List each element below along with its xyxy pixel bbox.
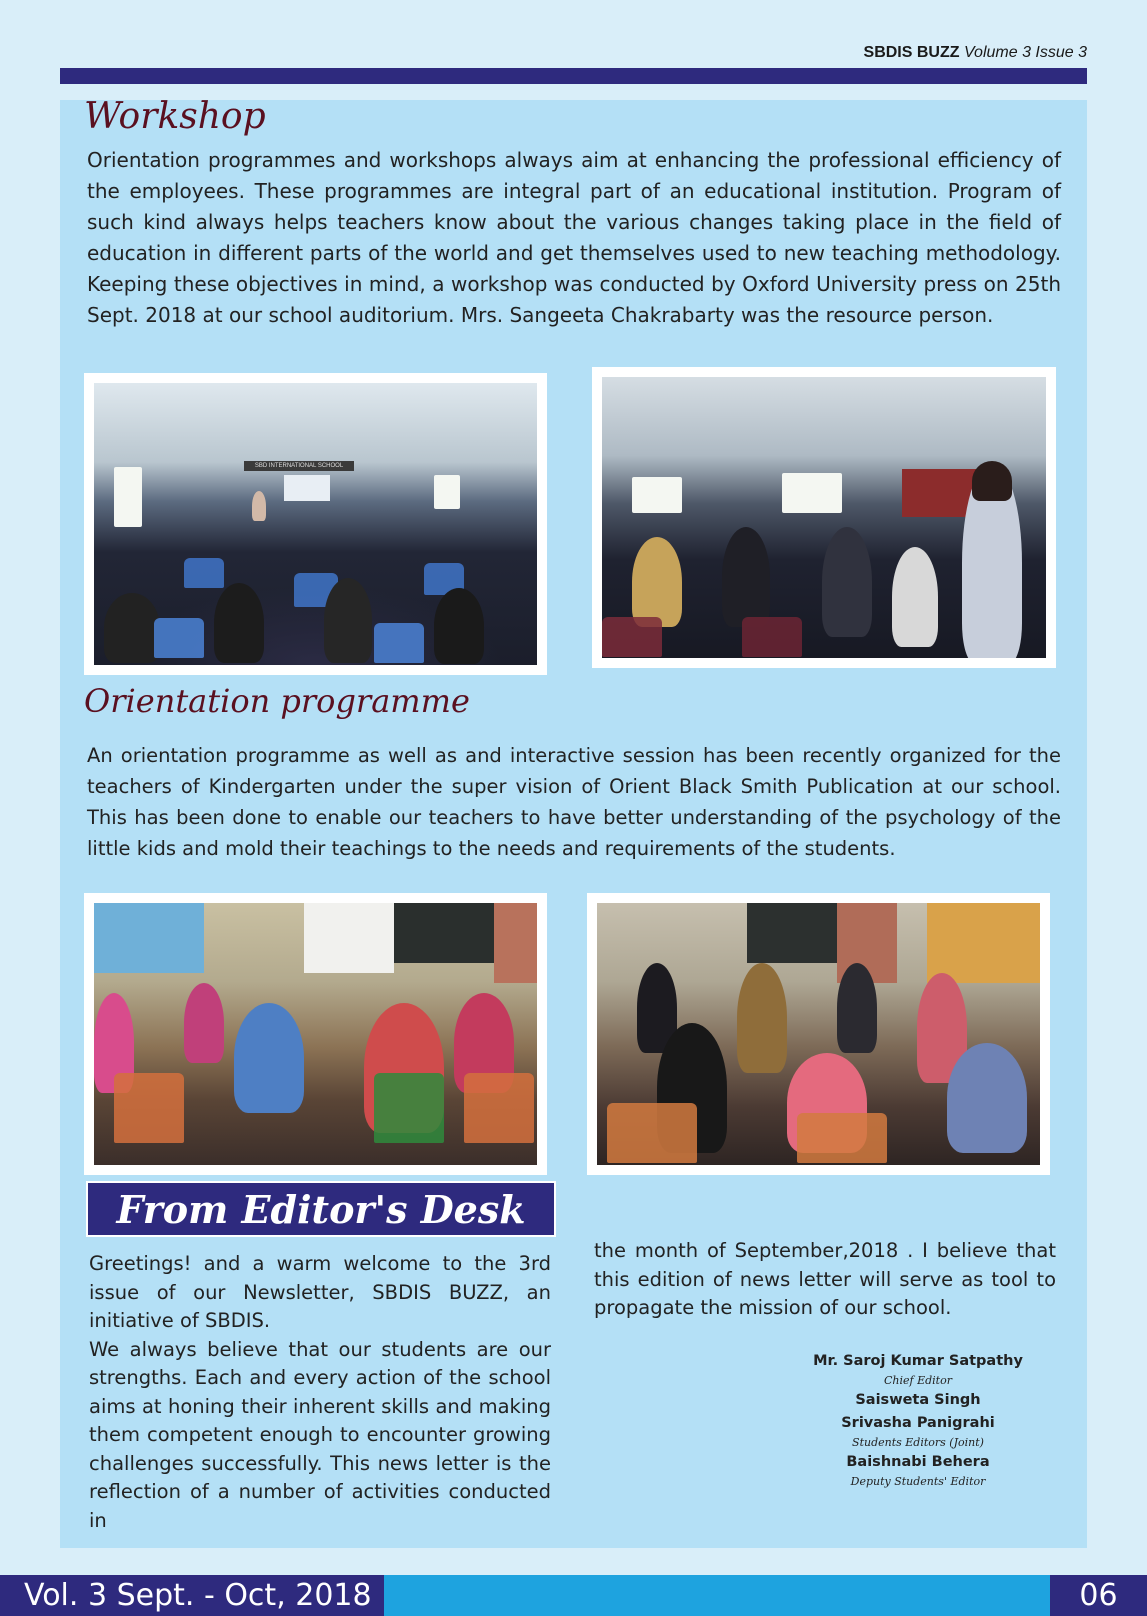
- publication-name: SBDIS BUZZ: [863, 44, 960, 61]
- volume-issue: Volume 3 Issue 3: [963, 44, 1087, 61]
- workshop-paragraph: Orientation programmes and workshops always aim at enhancing the professional efficiency of the employees. These programmes are integral part of an educational institution. Program of such kind always helps teachers know about the various changes taking place in the field of education in different parts of the world and get themselves used to new teaching methodology. Keeping these objectives in mind, a workshop was conducted by Oxford University press on 25th Sept. 2018 at our school auditorium. Mrs. Sangeeta Chakrabarty was the resource person.: [87, 148, 1061, 327]
- deputy-editor-role: Deputy Students' Editor: [850, 1475, 986, 1488]
- student-editors-role: Students Editors (Joint): [852, 1436, 984, 1449]
- header-rule: [60, 68, 1087, 84]
- chief-editor-role: Chief Editor: [884, 1374, 952, 1387]
- page-number: 06: [1050, 1575, 1147, 1616]
- student-editor-1: Saisweta Singh: [855, 1392, 981, 1408]
- editor-belief: We always believe that our students are our strengths. Each and every action of the school aims at honing their inherent skills and making them competent enough to encounter growing challenges successfully. This news letter is the reflection of a number of activities conducted in: [89, 1337, 551, 1532]
- deputy-editor-name: Baishnabi Behera: [846, 1454, 990, 1470]
- editor-column-right: [594, 1237, 1056, 1323]
- school-banner: SBD INTERNATIONAL SCHOOL: [244, 461, 354, 471]
- workshop-photo-auditorium: [84, 373, 547, 675]
- footer-band: [384, 1575, 1050, 1616]
- workshop-heading: Workshop: [84, 96, 266, 137]
- editor-greeting: Greetings! and a warm welcome to the 3rd issue of our Newsletter, SBDIS BUZZ, an initiative of SBDIS.: [89, 1252, 551, 1332]
- running-header: [864, 44, 1087, 62]
- chief-editor-name: Mr. Saroj Kumar Satpathy: [813, 1353, 1023, 1369]
- classroom-image-2: [597, 903, 1040, 1165]
- speaker-image: [602, 377, 1046, 658]
- auditorium-image: [94, 383, 537, 665]
- orientation-heading: Orientation programme: [84, 682, 470, 720]
- classroom-image-1: [94, 903, 537, 1165]
- workshop-photo-speaker: [592, 367, 1056, 668]
- editorial-credits: [800, 1350, 1036, 1490]
- orientation-photo-discussion: [587, 893, 1050, 1175]
- student-editor-2: Srivasha Panigrahi: [841, 1415, 995, 1431]
- footer-edition: Vol. 3 Sept. - Oct, 2018: [0, 1575, 384, 1616]
- orientation-paragraph: An orientation programme as well as and interactive session has been recently organized for the teachers of Kindergarten under the super vision of Orient Black Smith Publication at our school. This has been done to enable our teachers to have better understanding of the psychology of the little kids and mold their teachings to the needs and requirements of the students.: [87, 744, 1061, 860]
- editor-closing: the month of September,2018 . I believe that this edition of news letter will serve as tool to propagate the mission of our school.: [594, 1239, 1056, 1319]
- editors-desk-heading: From Editor's Desk: [86, 1181, 556, 1237]
- editor-column-left: [89, 1250, 551, 1535]
- orientation-photo-circle: [84, 893, 547, 1175]
